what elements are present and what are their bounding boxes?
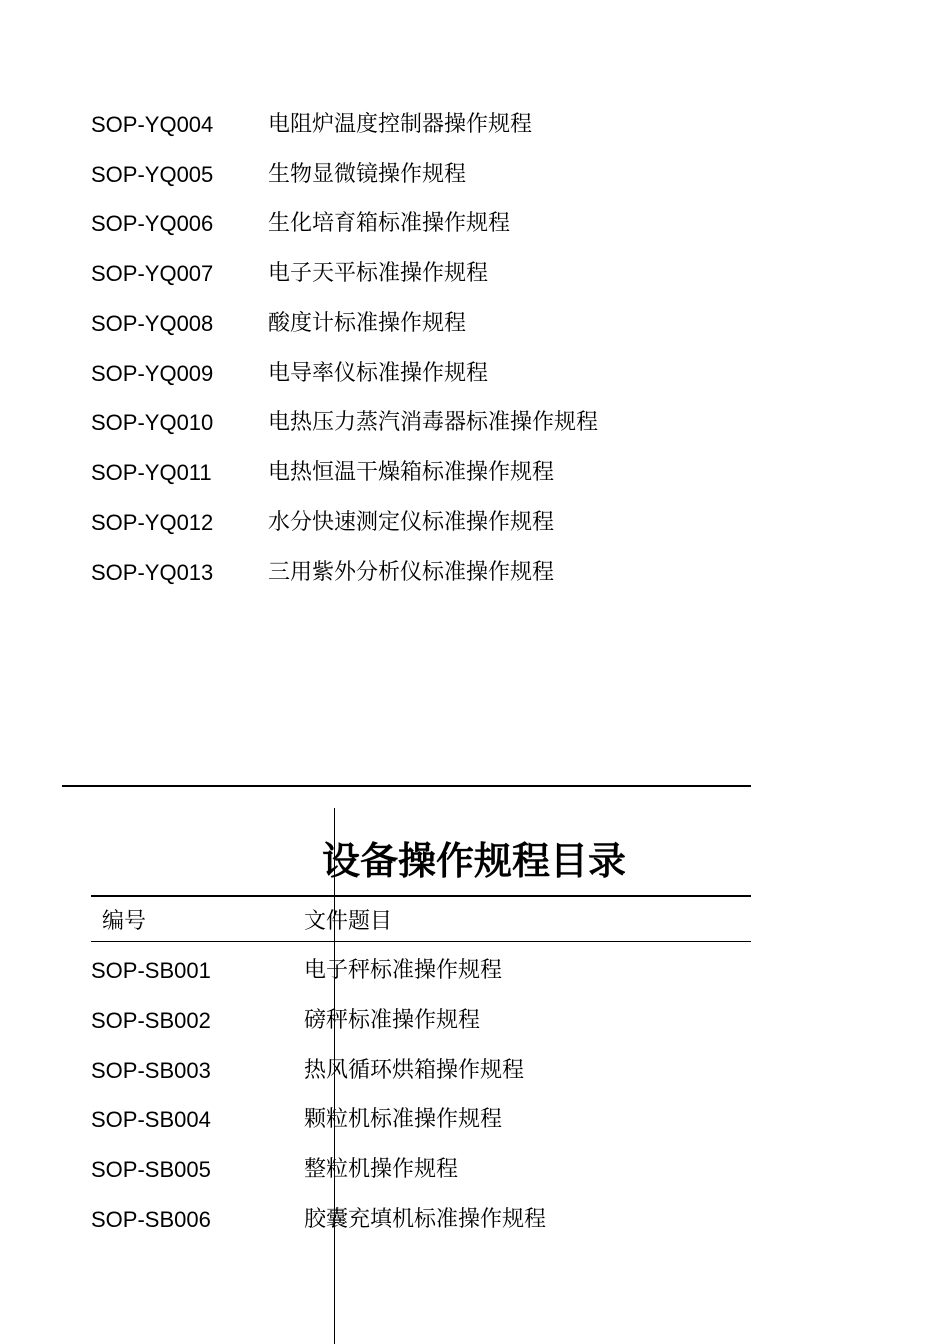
document-title: 电导率仪标准操作规程 [268, 361, 489, 386]
document-code: SOP-YQ008 [91, 311, 214, 336]
document-title: 电子秤标准操作规程 [304, 958, 503, 983]
document-title: 电子天平标准操作规程 [268, 261, 489, 286]
document-title: 电阻炉温度控制器操作规程 [268, 112, 533, 137]
document-code: SOP-YQ006 [91, 211, 214, 236]
section-heading: 设备操作规程目录 [322, 839, 627, 883]
document-code: SOP-YQ011 [91, 460, 212, 485]
document-code: SOP-YQ012 [91, 510, 214, 535]
document-code: SOP-YQ004 [91, 112, 214, 137]
document-title: 酸度计标准操作规程 [268, 311, 467, 336]
document-code: SOP-SB006 [91, 1207, 211, 1232]
document-title: 电热恒温干燥箱标准操作规程 [268, 460, 555, 485]
document-code: SOP-YQ009 [91, 361, 214, 386]
document-title: 生化培育箱标准操作规程 [268, 211, 511, 236]
column-header-title: 文件题目 [304, 909, 393, 934]
document-title: 胶囊充填机标准操作规程 [304, 1207, 547, 1232]
document-title: 三用紫外分析仪标准操作规程 [268, 560, 555, 585]
document-code: SOP-YQ007 [91, 261, 214, 286]
document-code: SOP-SB004 [91, 1107, 211, 1132]
section-divider [62, 785, 751, 787]
document-code: SOP-SB003 [91, 1058, 211, 1083]
document-title: 颗粒机标准操作规程 [304, 1107, 503, 1132]
document-code: SOP-YQ005 [91, 162, 214, 187]
table-header-rule [91, 941, 751, 942]
document-title: 水分快速测定仪标准操作规程 [268, 510, 555, 535]
document-title: 磅秤标准操作规程 [304, 1008, 481, 1033]
document-code: SOP-YQ010 [91, 410, 214, 435]
document-title: 生物显微镜操作规程 [268, 162, 467, 187]
document-title: 电热压力蒸汽消毒器标准操作规程 [268, 410, 599, 435]
table-top-rule [91, 895, 751, 897]
document-code: SOP-SB001 [91, 958, 211, 983]
document-code: SOP-SB005 [91, 1157, 211, 1182]
document-title: 整粒机操作规程 [304, 1157, 459, 1182]
document-code: SOP-SB002 [91, 1008, 211, 1033]
document-title: 热风循环烘箱操作规程 [304, 1058, 525, 1083]
document-code: SOP-YQ013 [91, 560, 214, 585]
column-header-code: 编号 [102, 909, 147, 934]
